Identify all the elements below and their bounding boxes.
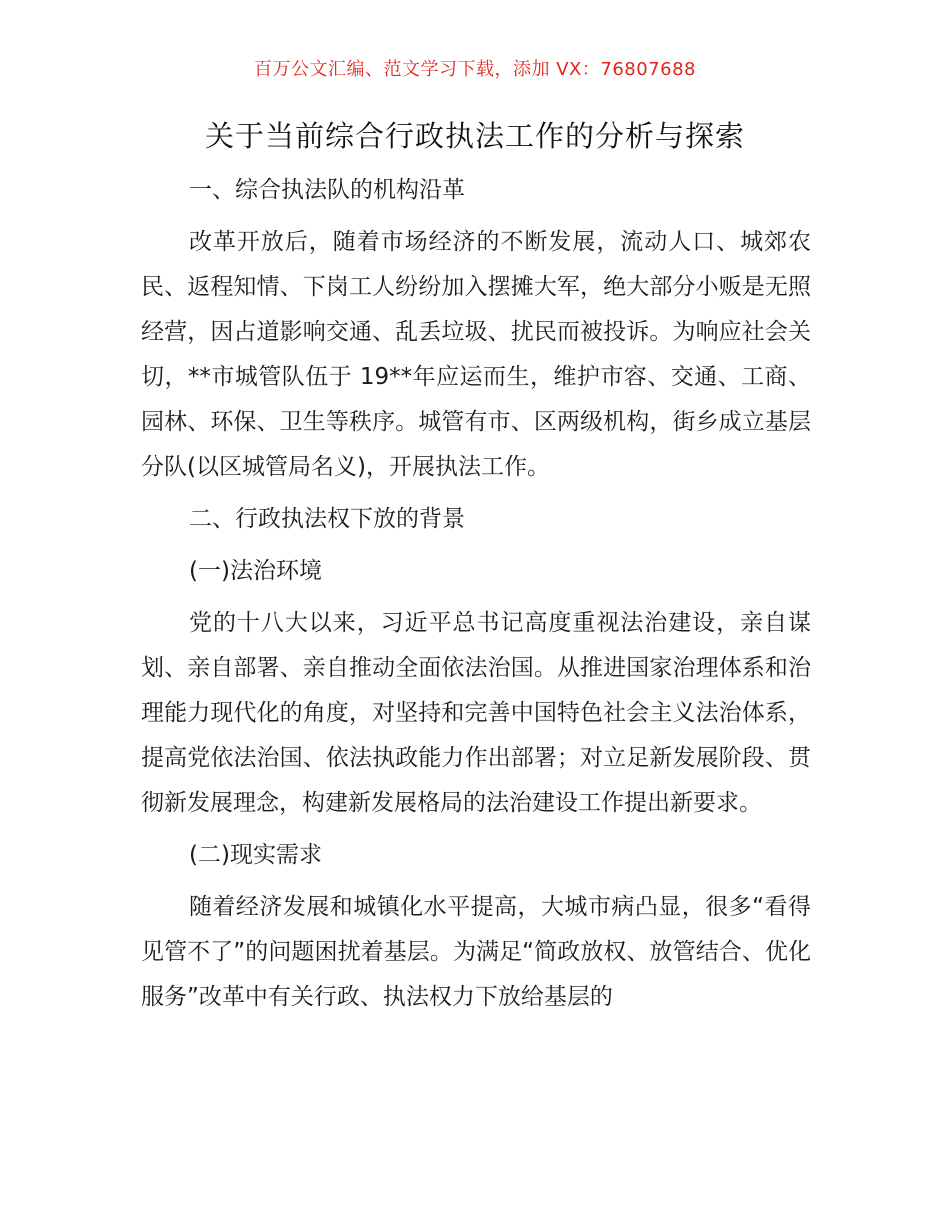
watermark-header: 百万公文汇编、范文学习下载，添加 VX：76807688 <box>254 59 696 80</box>
subsection-1-heading: (一)法治环境 <box>189 558 322 584</box>
section-1-paragraph: 改革开放后，随着市场经济的不断发展，流动人口、城郊农民、返程知情、下岗工人纷纷加入摆摊大军，绝大部分小贩是无照经营，因占道影响交通、乱丢垃圾、扰民而被投诉。为响应社会关切，**市城管队伍于 19**年应运而生，维护市容、交通、工商、园林、环保、卫生等秩序。城管有市、区两级机构，街乡成立基层分队(以区城管局名义)，开展执法工作。 <box>141 229 811 480</box>
document-body <box>141 168 811 1020</box>
section-2-heading: 二、行政执法权下放的背景 <box>189 506 465 532</box>
subsection-2-paragraph: 随着经济发展和城镇化水平提高，大城市病凸显，很多“看得见管不了”的问题困扰着基层。为满足“简政放权、放管结合、优化服务”改革中有关行政、执法权力下放给基层的 <box>141 894 811 1010</box>
section-1-heading: 一、综合执法队的机构沿革 <box>189 177 465 203</box>
document-title: 关于当前综合行政执法工作的分析与探索 <box>204 119 745 153</box>
subsection-1-paragraph: 党的十八大以来，习近平总书记高度重视法治建设，亲自谋划、亲自部署、亲自推动全面依法治国。从推进国家治理体系和治理能力现代化的角度，对坚持和完善中国特色社会主义法治体系，提高党依法治国、依法执政能力作出部署；对立足新发展阶段、贯彻新发展理念，构建新发展格局的法治建设工作提出新要求。 <box>141 610 811 816</box>
subsection-2-heading: (二)现实需求 <box>189 842 322 868</box>
